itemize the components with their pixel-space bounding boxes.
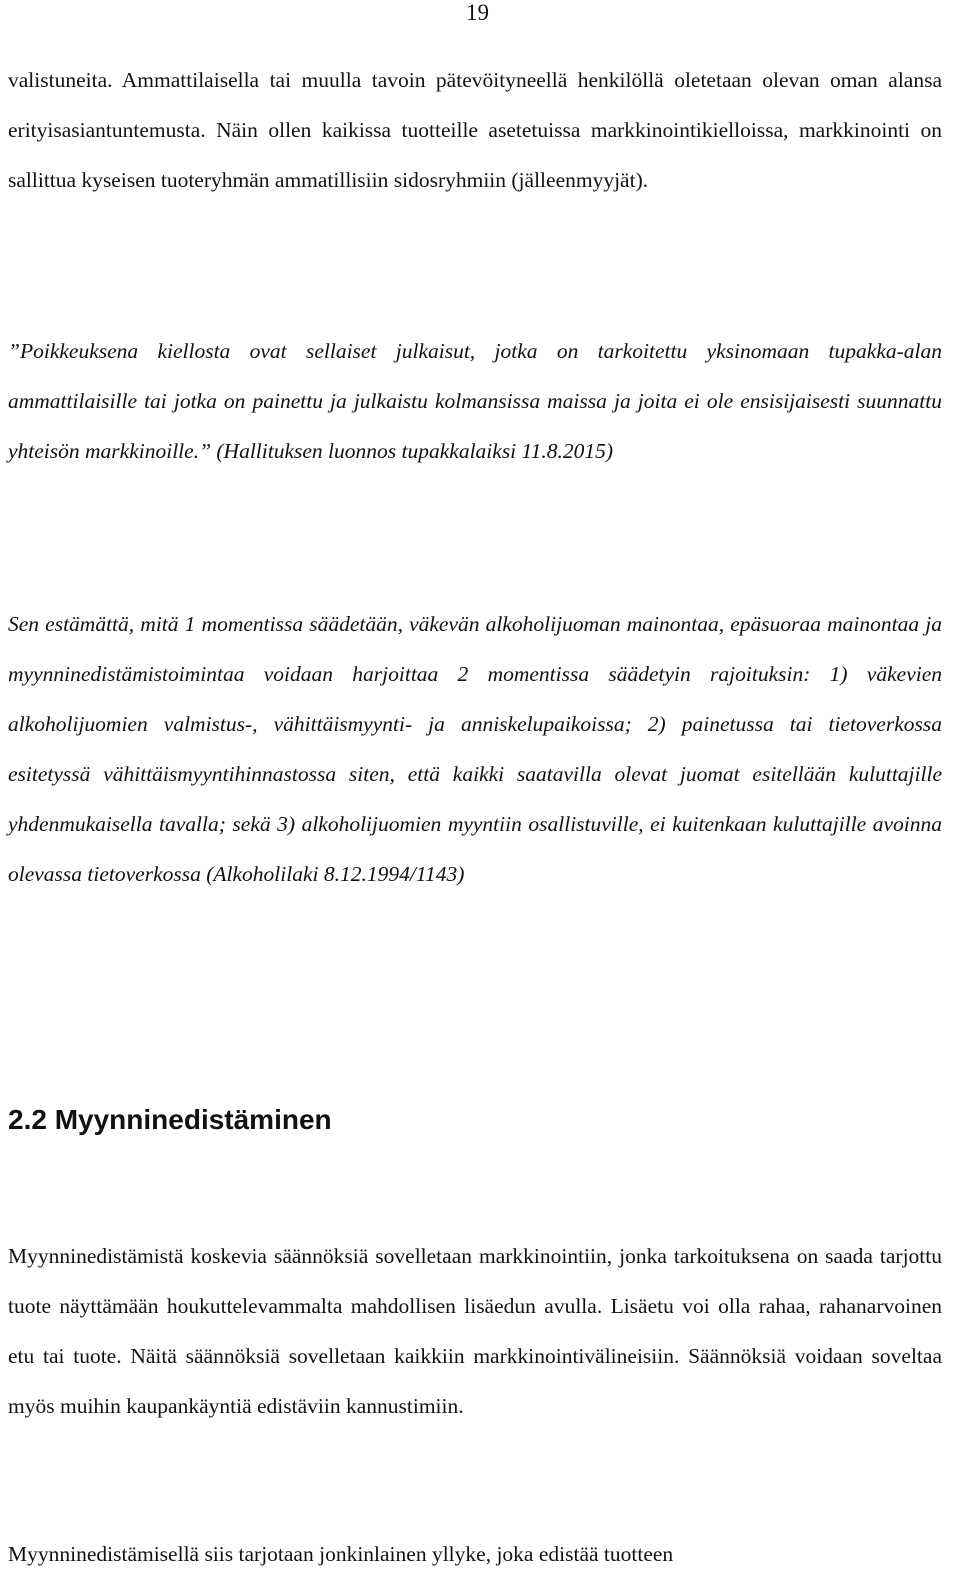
section-heading: 2.2 Myynninedistäminen — [8, 1104, 332, 1135]
body-paragraph-promotion-continued: Myynninedistämisellä siis tarjotaan jonkinlainen yllyke, joka edistää tuotteen — [8, 1542, 674, 1566]
quote-paragraph-alcohol-law: Sen estämättä, mitä 1 momentissa säädetään, väkevän alkoholijuoman mainontaa, epäsuoraa mainontaa ja myynninedistämistoimintaa voidaan harjoittaa 2 momentissa säädetyin rajoituksin: 1) väkevien alkoholijuomien valmistus-, vähittäismyynti- ja anniskelupaikoissa; 2) painetussa tai tietoverkossa esitetyssä vähittäismyyntihinnastossa siten, että kaikki saatavilla olevat juomat esitellään kuluttajille yhdenmukaisella tavalla; sekä 3) alkoholijuomien myyntiin osallistuville, ei kuitenkaan kuluttajille avoinna olevassa tietoverkossa (Alkoholilaki 8.12.1994/1143) — [8, 612, 942, 886]
body-paragraph-promotion: Myynninedistämistä koskevia säännöksiä sovelletaan markkinointiin, jonka tarkoituksena on saada tarjottu tuote näyttämään houkuttelevammalta mahdollisen lisäedun avulla. Lisäetu voi olla rahaa, rahanarvoinen etu tai tuote. Näitä säännöksiä sovelletaan kaikkiin markkinointivälineisiin. Säännöksiä voidaan soveltaa myös muihin kaupankäyntiä edistäviin kannustimiin. — [8, 1244, 942, 1418]
body-paragraph-1: valistuneita. Ammattilaisella tai muulla tavoin pätevöityneellä henkilöllä oletetaan olevan oman alansa erityisasiantuntemusta. Näin ollen kaikissa tuotteille asetetuissa markkinointikielloissa, markkinointi on sallittua kyseisen tuoteryhmän ammatillisiin sidosryhmiin (jälleenmyyjät). — [8, 68, 942, 192]
page-number: 19 — [466, 0, 489, 25]
quote-paragraph-tobacco: ”Poikkeuksena kiellosta ovat sellaiset julkaisut, jotka on tarkoitettu yksinomaan tupakka-alan ammattilaisille tai jotka on painettu ja julkaistu kolmansissa maissa ja joita ei ole ensisijaisesti suunnattu yhteisön markkinoille.” (Hallituksen luonnos tupakkalaiksi 11.8.2015) — [8, 339, 942, 463]
